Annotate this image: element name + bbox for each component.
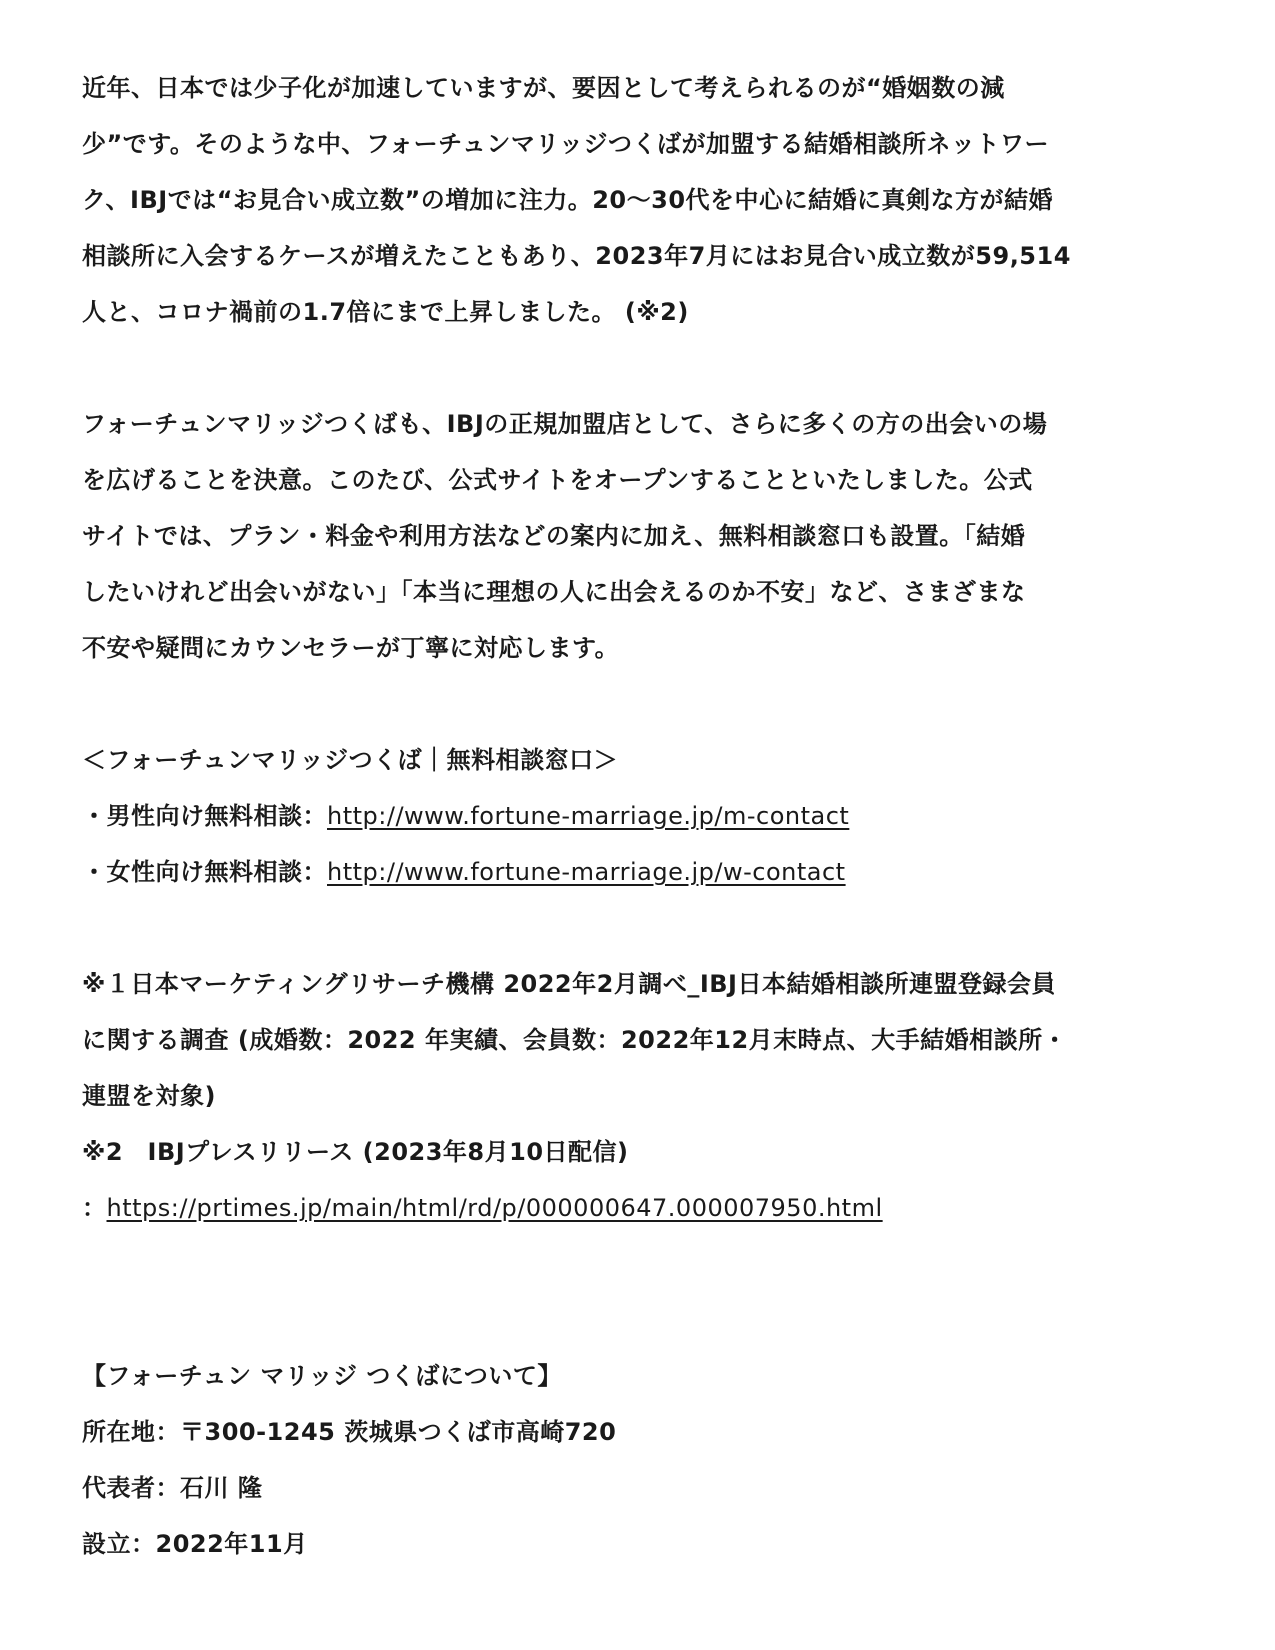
note1-line: 連盟を対象) — [82, 1082, 216, 1110]
note1-line: ※１日本マーケティングリサーチ機構 2022年2月調べ_IBJ日本結婚相談所連盟登録会員 — [82, 970, 1056, 998]
spacer — [82, 340, 1192, 396]
men-consultation-link[interactable]: http://www.fortune-marriage.jp/m-contact — [327, 802, 850, 830]
address-line: 所在地：〒300-1245 茨城県つくば市高崎720 — [82, 1418, 617, 1446]
note2-line: ※2 IBJプレスリリース (2023年8月10日配信) — [82, 1138, 629, 1166]
intro-paragraph — [82, 60, 1192, 340]
paragraph-line: 不安や疑問にカウンセラーが丁寧に対応します。 — [82, 634, 620, 662]
men-consultation-label: ・男性向け無料相談： — [82, 802, 327, 830]
paragraph-line: サイトでは、プラン・料金や利用方法などの案内に加え、無料相談窓口も設置。「結婚 — [82, 522, 1026, 550]
spacer — [82, 1236, 1192, 1348]
women-consultation-link[interactable]: http://www.fortune-marriage.jp/w-contact — [327, 858, 846, 886]
note2-prefix: ： — [82, 1194, 107, 1222]
established-line: 設立：2022年11月 — [82, 1530, 308, 1558]
consultation-section — [82, 732, 1192, 900]
paragraph-line: フォーチュンマリッジつくばも、IBJの正規加盟店として、さらに多くの方の出会いの場 — [82, 410, 1048, 438]
spacer — [82, 676, 1192, 732]
about-section — [82, 1348, 1192, 1572]
women-consultation-row — [82, 844, 1192, 900]
document-page — [82, 60, 1192, 1572]
paragraph-line: 人と、コロナ禍前の1.7倍にまで上昇しました。 (※2) — [82, 298, 689, 326]
paragraph-line: を広げることを決意。このたび、公式サイトをオープンすることといたしました。公式 — [82, 466, 1033, 494]
paragraph-line: 相談所に入会するケースが増えたこともあり、2023年7月にはお見合い成立数が59,514 — [82, 242, 1071, 270]
spacer — [82, 900, 1192, 956]
press-release-link[interactable]: https://prtimes.jp/main/html/rd/p/000000647.000007950.html — [106, 1194, 883, 1222]
announcement-paragraph — [82, 396, 1192, 676]
women-consultation-label: ・女性向け無料相談： — [82, 858, 327, 886]
note2-url-row — [82, 1180, 1192, 1236]
paragraph-line: 近年、日本では少子化が加速していますが、要因として考えられるのが“婚姻数の減 — [82, 74, 1005, 102]
consultation-heading: ＜フォーチュンマリッジつくば｜無料相談窓口＞ — [82, 746, 619, 774]
representative-line: 代表者：石川 隆 — [82, 1474, 263, 1502]
note1-line: に関する調査 (成婚数：2022 年実績、会員数：2022年12月末時点、大手結婚相談所・ — [82, 1026, 1068, 1054]
men-consultation-row — [82, 788, 1192, 844]
paragraph-line: ク、IBJでは“お見合い成立数”の増加に注力。20〜30代を中心に結婚に真剣な方が結婚 — [82, 186, 1054, 214]
paragraph-line: したいけれど出会いがない」「本当に理想の人に出会えるのか不安」など、さまざまな — [82, 578, 1026, 606]
paragraph-line: 少”です。そのような中、フォーチュンマリッジつくばが加盟する結婚相談所ネットワー — [82, 130, 1049, 158]
about-heading: 【フォーチュン マリッジ つくばについて】 — [82, 1362, 562, 1390]
notes-section — [82, 956, 1192, 1236]
